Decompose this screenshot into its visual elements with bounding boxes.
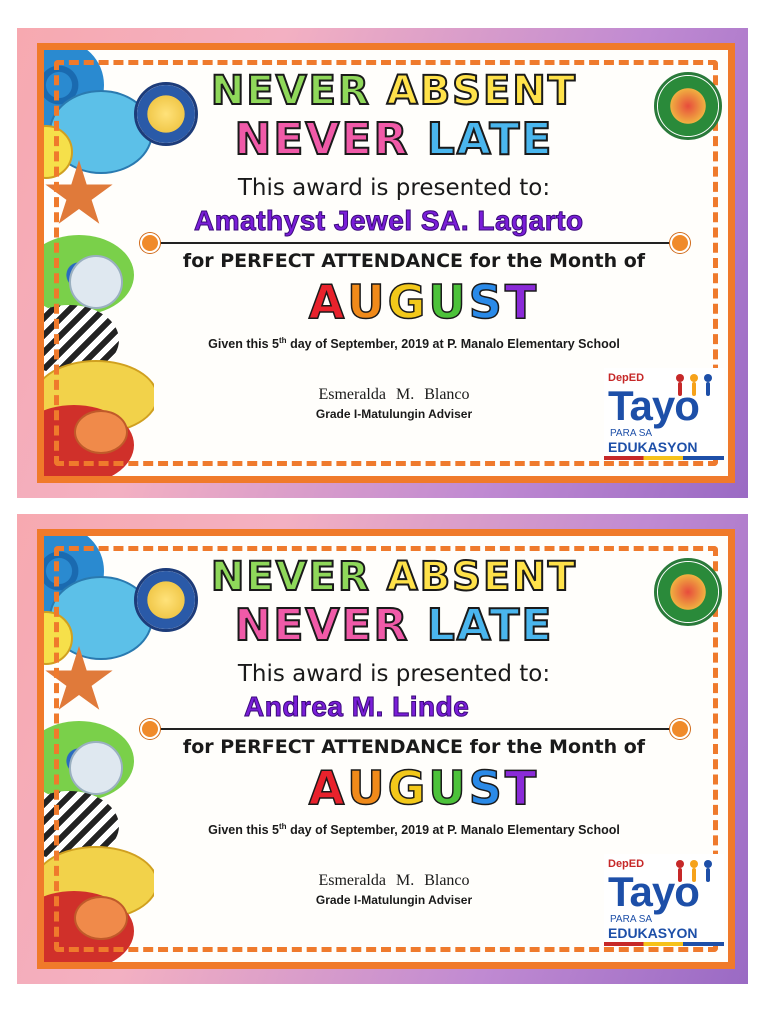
month-letter: T bbox=[504, 761, 540, 815]
signer-role: Grade I-Matulungin Adviser bbox=[315, 893, 473, 907]
month-letter: U bbox=[428, 275, 469, 329]
signer-role: Grade I-Matulungin Adviser bbox=[315, 407, 473, 421]
month-letter: S bbox=[468, 761, 505, 815]
presented-to-text: This award is presented to: bbox=[237, 175, 551, 201]
given-date-text: Given this 5th day of September, 2019 at P. Manalo Elementary School bbox=[208, 822, 620, 838]
month-letter: G bbox=[387, 275, 429, 329]
month-letter: A bbox=[308, 761, 348, 815]
certificate-frame bbox=[37, 529, 735, 969]
certificate-frame bbox=[37, 43, 735, 483]
certificate-2 bbox=[17, 514, 748, 984]
division-seal bbox=[654, 558, 722, 626]
name-underline bbox=[150, 242, 670, 244]
certificate-paper bbox=[44, 536, 728, 962]
presented-to-text: This award is presented to: bbox=[237, 661, 551, 687]
month-letter: U bbox=[428, 761, 469, 815]
deped-tayo-logo: DepED Tayo PARA SA EDUKASYON bbox=[604, 368, 724, 460]
month-name bbox=[244, 275, 604, 329]
title-never-absent: NEVER ABSENT bbox=[210, 554, 578, 600]
certificate-1 bbox=[17, 28, 748, 498]
month-letter: T bbox=[504, 275, 540, 329]
title-never-late: NEVER LATE bbox=[234, 600, 554, 651]
recipient-name: Andrea M. Linde bbox=[244, 691, 470, 722]
recipient-name: Amathyst Jewel SA. Lagarto bbox=[194, 205, 584, 236]
given-date-text: Given this 5th day of September, 2019 at P. Manalo Elementary School bbox=[208, 336, 620, 352]
attendance-text: for PERFECT ATTENDANCE for the Month of bbox=[182, 250, 646, 272]
attendance-text: for PERFECT ATTENDANCE for the Month of bbox=[182, 736, 646, 758]
title-never-late: NEVER LATE bbox=[234, 114, 554, 165]
month-letter: S bbox=[468, 275, 505, 329]
month-letter: G bbox=[387, 761, 429, 815]
month-letter: A bbox=[308, 275, 348, 329]
month-name bbox=[244, 761, 604, 815]
certificate-paper bbox=[44, 50, 728, 476]
deped-tayo-logo: DepED Tayo PARA SA EDUKASYON bbox=[604, 854, 724, 946]
signer-name: Esmeralda M. Blanco bbox=[318, 386, 470, 403]
division-seal bbox=[654, 72, 722, 140]
title-never-absent: NEVER ABSENT bbox=[210, 68, 578, 114]
name-underline bbox=[150, 728, 670, 730]
signer-name: Esmeralda M. Blanco bbox=[318, 872, 470, 889]
month-letter: U bbox=[347, 275, 388, 329]
month-letter: U bbox=[347, 761, 388, 815]
